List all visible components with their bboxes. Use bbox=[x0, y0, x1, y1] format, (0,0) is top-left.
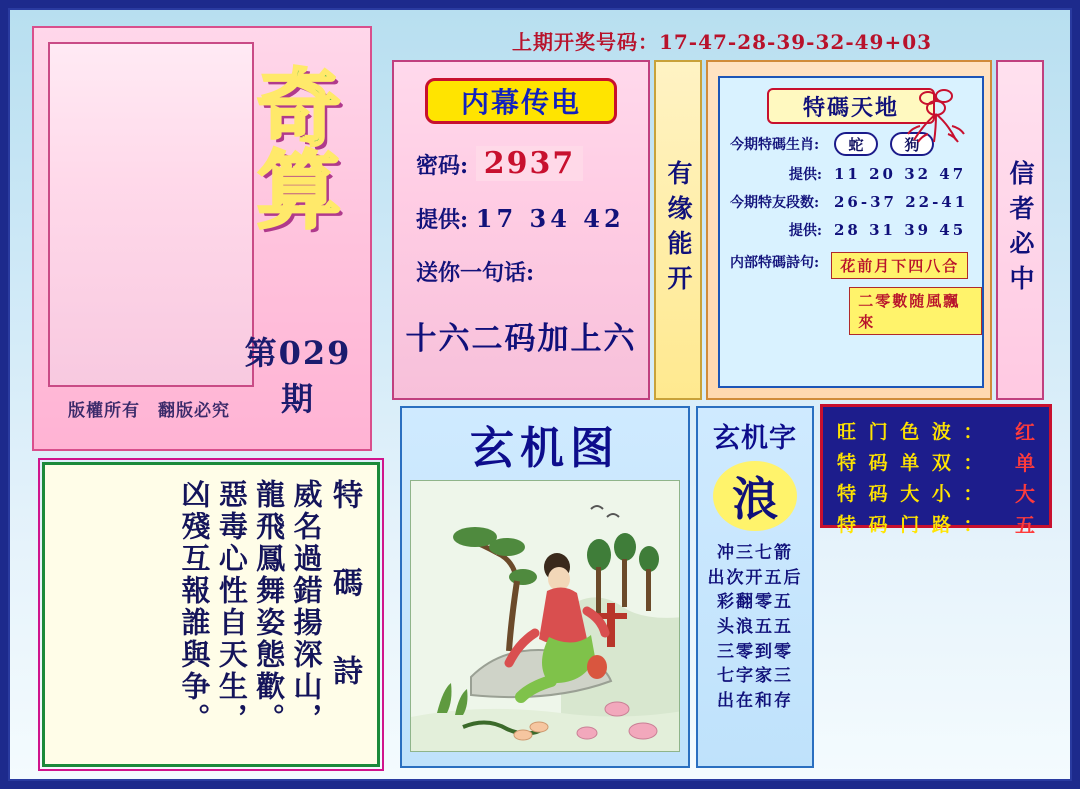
neimu-password-value: 2937 bbox=[476, 146, 584, 181]
issue-number: 第029期 bbox=[244, 334, 352, 418]
title-char-2: 算 bbox=[256, 141, 341, 241]
tema-poem-line-1: 威名過錯揚深山， bbox=[289, 479, 324, 735]
prediction-row-bigsmall-value: 大 bbox=[1015, 482, 1035, 506]
flower-icon bbox=[902, 86, 972, 144]
tema-poem-line-2: 龍飛鳳舞姿態歡。 bbox=[252, 479, 287, 735]
tema-inner-poem-line-1: 花前月下四八合 bbox=[831, 252, 968, 279]
prediction-row-bigsmall bbox=[829, 477, 1043, 508]
neimu-send-label: 送你一句话: bbox=[416, 260, 535, 286]
tema-row-zodiac-label: 今期特碼生肖: bbox=[730, 137, 820, 153]
tema-poem-inner bbox=[45, 465, 377, 764]
tema-row-supply-2 bbox=[730, 220, 982, 240]
neimu-supply-value: 17 34 42 bbox=[475, 204, 625, 233]
xuanjizi-line-3: 彩翻零五 bbox=[717, 592, 793, 613]
tema-poem-row bbox=[730, 252, 982, 335]
tema-row-supply-1-label: 提供: bbox=[788, 167, 822, 183]
predictions-panel bbox=[820, 404, 1052, 537]
tema-inner-poem-lines bbox=[831, 252, 982, 335]
tema-poem-line-3: 惡毒心性自天生， bbox=[214, 479, 249, 735]
tema-row-segments-values: 26-37 22-41 bbox=[834, 193, 969, 211]
neimu-phrase: 十六二码加上六 bbox=[405, 321, 637, 357]
tema-tiandi-panel bbox=[706, 60, 992, 400]
xuanjizi-lines bbox=[698, 541, 812, 713]
neimu-supply-label: 提供: bbox=[416, 207, 469, 233]
prediction-row-gate-value: 五 bbox=[1015, 513, 1035, 537]
title-qisuan bbox=[234, 59, 364, 338]
tema-row-supply-1 bbox=[730, 164, 982, 184]
xuanjizi-line-6: 七字家三 bbox=[717, 666, 793, 687]
neimu-password-label: 密码: bbox=[416, 153, 469, 179]
xuanjitu-title: 玄机图 bbox=[470, 423, 620, 474]
tema-row-supply-2-values: 28 31 39 45 bbox=[834, 221, 967, 239]
xuanjitu-illustration bbox=[410, 480, 680, 752]
last-draw-banner: 上期开奖号码：17-47-28-39-32-49+03 bbox=[511, 29, 933, 54]
xuanjizi-title: 玄机字 bbox=[713, 423, 797, 454]
prediction-row-oddeven-label: 特 码 单 双 ： bbox=[837, 452, 986, 474]
side-strip-right-text: 信者必中 bbox=[1006, 160, 1035, 300]
xuanjizi-panel bbox=[696, 406, 814, 768]
tema-poem-panel bbox=[42, 462, 380, 767]
xuanjitu-scene bbox=[411, 481, 680, 752]
side-strip-left-text: 有缘能开 bbox=[664, 160, 693, 300]
copyright-text: 版權所有 翻版必究 bbox=[68, 401, 230, 421]
prediction-row-bigsmall-label: 特 码 大 小 ： bbox=[837, 483, 986, 505]
xuanjizi-line-1: 冲三七箭 bbox=[717, 543, 793, 563]
prediction-row-oddeven-value: 单 bbox=[1015, 451, 1035, 475]
tema-row-supply-2-label: 提供: bbox=[788, 223, 822, 239]
tema-zodiac-1: 蛇 bbox=[834, 132, 878, 156]
xuanjizi-line-5: 三零到零 bbox=[717, 641, 793, 662]
neimu-supply-row bbox=[416, 203, 648, 234]
xuanjizi-line-7: 出在和存 bbox=[717, 690, 793, 711]
xuanjitu-panel bbox=[400, 406, 690, 768]
neimu-password-row bbox=[416, 146, 648, 181]
tema-inner-poem-label: 内部特碼詩句: bbox=[730, 255, 820, 271]
tema-poem-line-4: 凶殘互報誰與争。 bbox=[177, 479, 212, 735]
xuanjizi-line-2: 出次开五后 bbox=[707, 567, 803, 588]
tema-row-segments bbox=[730, 192, 982, 212]
tema-zodiac-2: 狗 bbox=[890, 132, 934, 156]
tema-inner-poem-line-2: 二零數随風飄來 bbox=[849, 287, 982, 335]
side-strip-left bbox=[654, 60, 702, 400]
prediction-row-gate bbox=[829, 508, 1043, 539]
side-strip-right bbox=[996, 60, 1044, 400]
tema-row-supply-1-values: 11 20 32 47 bbox=[834, 165, 967, 183]
prediction-row-wave-label: 旺 门 色 波 ： bbox=[837, 421, 986, 443]
god-of-wealth-image bbox=[48, 42, 254, 387]
prediction-row-oddeven bbox=[829, 446, 1043, 477]
title-char-1: 奇 bbox=[256, 59, 341, 158]
prediction-row-gate-label: 特 码 门 路 ： bbox=[837, 514, 986, 536]
masthead-panel bbox=[32, 26, 372, 451]
xuanjizi-character: 浪 bbox=[713, 461, 797, 531]
poster-inner bbox=[8, 8, 1072, 781]
tema-tiandi-inner bbox=[718, 76, 984, 388]
neimu-panel bbox=[392, 60, 650, 400]
prediction-row-wave-value: 红 bbox=[1015, 420, 1035, 444]
prediction-row-wave bbox=[829, 415, 1043, 446]
xuanjizi-line-4: 头浪五五 bbox=[717, 616, 793, 637]
neimu-title: 内幕传电 bbox=[425, 78, 617, 124]
tema-poem-heading: 特 碼 詩 bbox=[327, 479, 362, 699]
god-image-background bbox=[50, 44, 252, 385]
tema-row-segments-label: 今期特友段数: bbox=[730, 195, 820, 211]
tema-tiandi-title: 特碼天地 bbox=[767, 88, 935, 124]
